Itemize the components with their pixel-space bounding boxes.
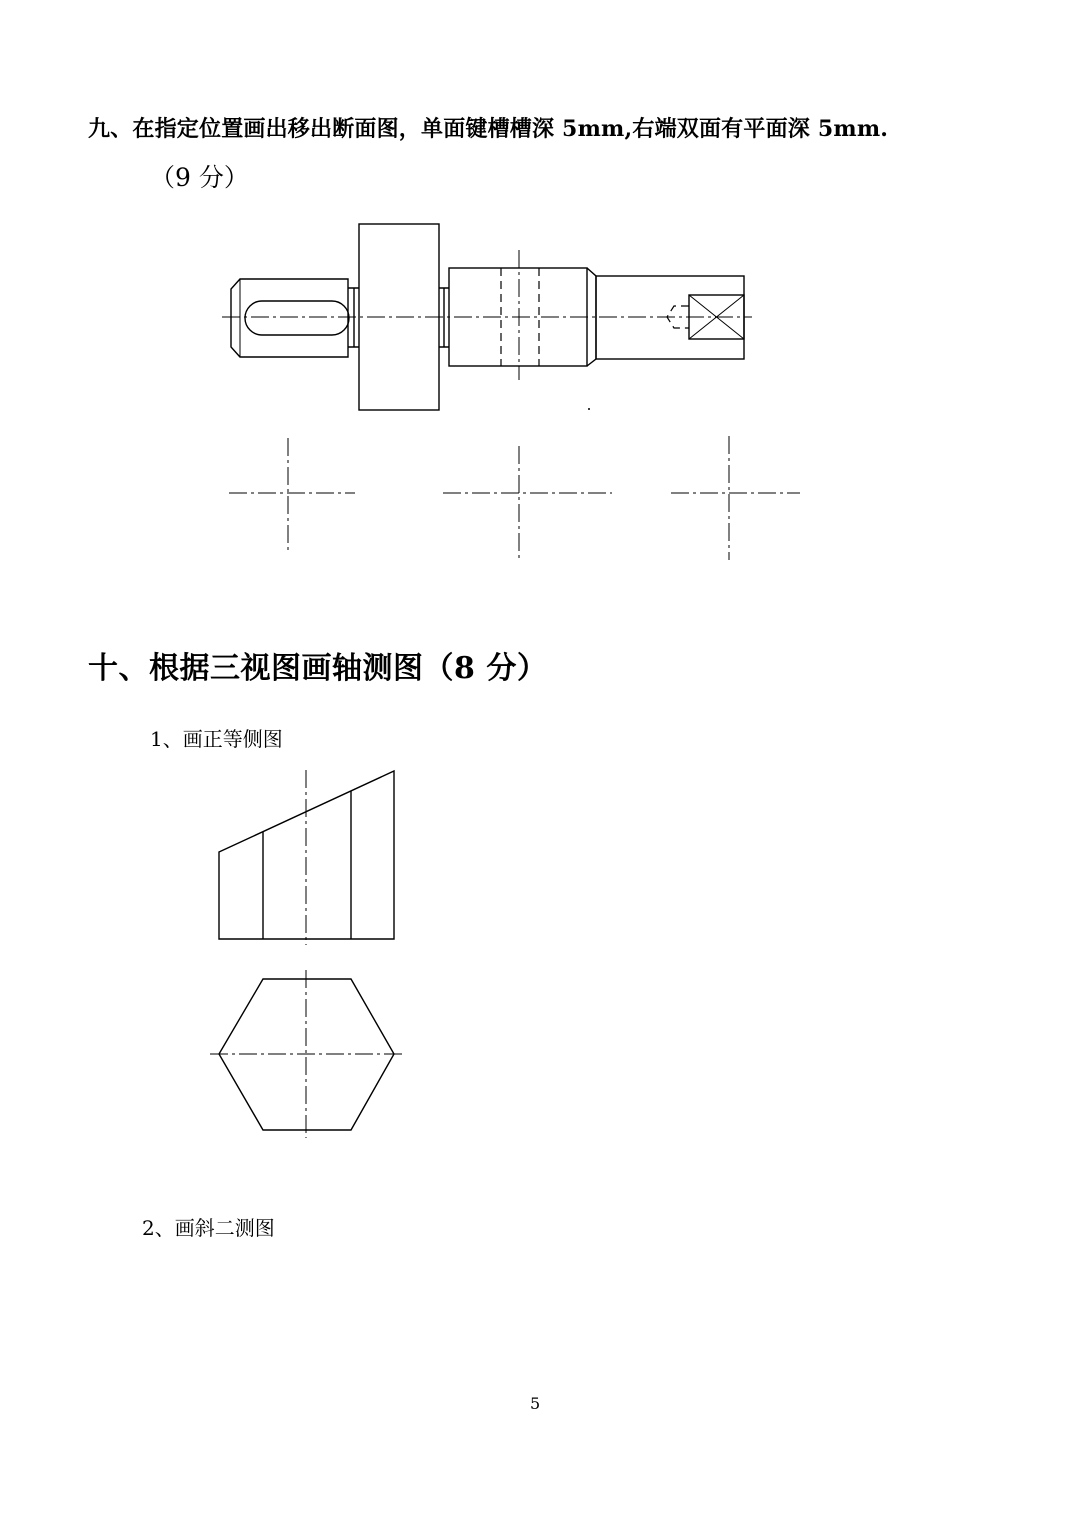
question-9-score: （9 分） xyxy=(150,163,249,192)
question-9-title: 九、在指定位置画出移出断面图，单面键槽槽深 5mm,右端双面有平面深 5mm. xyxy=(88,116,889,142)
front-view-outline xyxy=(219,771,394,939)
question-10-title: 十、根据三视图画轴测图（8 分） xyxy=(88,651,548,686)
subquestion-1-label: 1、画正等侧图 xyxy=(150,727,283,751)
subquestion-2-label: 2、画斜二测图 xyxy=(142,1216,275,1240)
page-number: 5 xyxy=(530,1394,541,1413)
